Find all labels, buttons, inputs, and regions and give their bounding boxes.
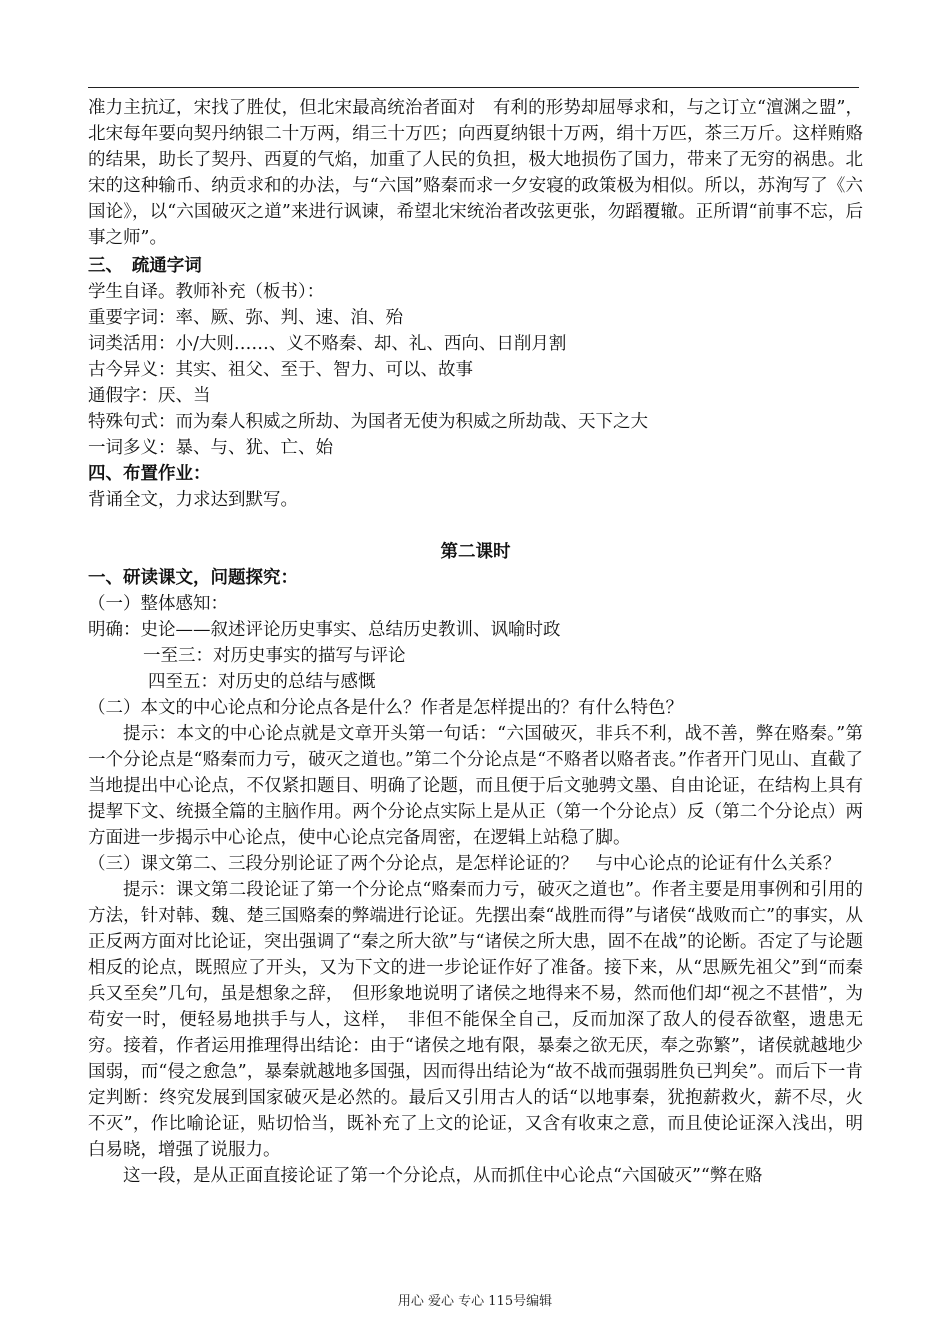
self-translate-line: 学生自译。教师补充（板书）： [88, 282, 325, 302]
intro-paragraph: 准力主抗辽，宋找了胜仗，但北宋最高统治者面对 有利的形势却屈辱求和，与之订立“澶渊之盟”，北宋每年要向契丹纳银二十万两，绢三十万匹；向西夏纳银十万两，绢十万匹，茶三万斤。这样贿赂的结果，助长了契丹、西夏的气焰，加重了人民的负担，极大地损伤了国力，带来了无穷的祸患。北宋的这种输币、纳贡求和的办法，与“六国”赂秦而求一夕安寝的政策极为相似。所以，苏洵写了《六国论》，以“六国破灭之道”来进行讽谏，希望北宋统治者改弦更张，勿蹈覆辙。正所谓“前事不忘，后事之师”。 [88, 98, 863, 248]
part-heading-1: 一、研读课文，问题探究： [88, 568, 298, 588]
answer-3: 提示：课文第二段论证了第一个分论点“赂秦而力亏，破灭之道也”。作者主要是用事例和引用的方法，针对韩、魏、楚三国赂秦的弊端进行论证。先摆出秦“战胜而得”与诸侯“战败而亡”的事实，从正反两方面对比论证，突出强调了“秦之所大欲”与“诸侯之所大患，固不在战”的论断。否定了与论题相反的论点，既照应了开头，又为下文的进一步论证作好了准备。接下来，从“思厥先祖父”到“而秦兵又至矣”几句，虽是想象之辞， 但形象地说明了诸侯之地得来不易，然而他们却“视之不甚惜”，为苟安一时，便轻易地拱手与人，这样， 非但不能保全自己，反而加深了敌人的侵吞欲壑，遗患无穷。接着，作者运用推理得出结论：由于“诸侯之地有限，暴秦之欲无厌，奉之弥繁”，诸侯就越地少国弱，而“侵之愈急”，暴秦就越地多国强，因而得出结论为“故不战而强弱胜负已判矣”。而后下一肯定判断：终究发展到国家破灭是必然的。最后又引用古人的话“以地事秦，犹抱薪救火，薪不尽，火不灭”，作比喻论证，贴切恰当，既补充了上文的论证，又含有收束之意，而且使论证深入浅出，明白易晓，增强了说服力。 [88, 880, 863, 1160]
clarify-line: 明确：史论——叙述评论历史事实、总结历史教训、讽喻时政 [88, 620, 561, 640]
ancient-modern-line: 古今异义：其实、祖父、至于、智力、可以、故事 [88, 360, 473, 380]
section-heading-3: 三、 疏通字词 [88, 256, 202, 276]
page-footer: 用心 爱心 专心 115号编辑 [397, 1294, 553, 1309]
answer-3-continued: 这一段，是从正面直接论证了第一个分论点，从而抓住中心论点“六国破灭”“弊在赂 [123, 1166, 763, 1186]
key-words-line: 重要字词：率、厥、弥、判、速、洎、殆 [88, 308, 403, 328]
question-2: （二）本文的中心论点和分论点各是什么？作者是怎样提出的？有什么特色？ [88, 698, 683, 718]
spacer [88, 513, 863, 539]
special-syntax-line: 特殊句式：而为秦人积威之所劫、为国者无使为积威之所劫哉、天下之大 [88, 412, 648, 432]
lesson-title: 第二课时 [440, 542, 511, 562]
answer-2: 提示：本文的中心论点就是文章开头第一句话：“六国破灭，非兵不利，战不善，弊在赂秦。”第一个分论点是“赂秦而力亏，破灭之道也。”第二个分论点是“不赂者以赂者丧。”作者开门见山、直截了当地提出中心论点，不仅紧扣题目、明确了论题，而且便于后文驰骋文墨、自由论证，在结构上具有提挈下文、统摄全篇的主脑作用。两个分论点实际上是从正（第一个分论点）反（第二个分论点）两方面进一步揭示中心论点，使中心论点完备周密，在逻辑上站稳了脚。 [88, 724, 863, 848]
polysemy-line: 一词多义：暴、与、犹、亡、始 [88, 438, 333, 458]
structure-1-3: 一至三：对历史事实的描写与评论 [143, 646, 406, 666]
section-heading-4: 四、布置作业： [88, 464, 211, 484]
homework-line: 背诵全文，力求达到默写。 [88, 490, 298, 510]
question-3: （三）课文第二、三段分别论证了两个分论点，是怎样论证的？ 与中心论点的论证有什么关系？ [88, 854, 841, 874]
question-1: （一）整体感知： [88, 594, 228, 614]
structure-4-5: 四至五：对历史的总结与感慨 [148, 672, 376, 692]
loan-chars-line: 通假字：厌、当 [88, 386, 211, 406]
document-body [88, 95, 863, 1189]
header-rule [88, 87, 859, 88]
word-class-line: 词类活用：小/大则……、义不赂秦、却、礼、西向、日削月割 [88, 334, 567, 354]
